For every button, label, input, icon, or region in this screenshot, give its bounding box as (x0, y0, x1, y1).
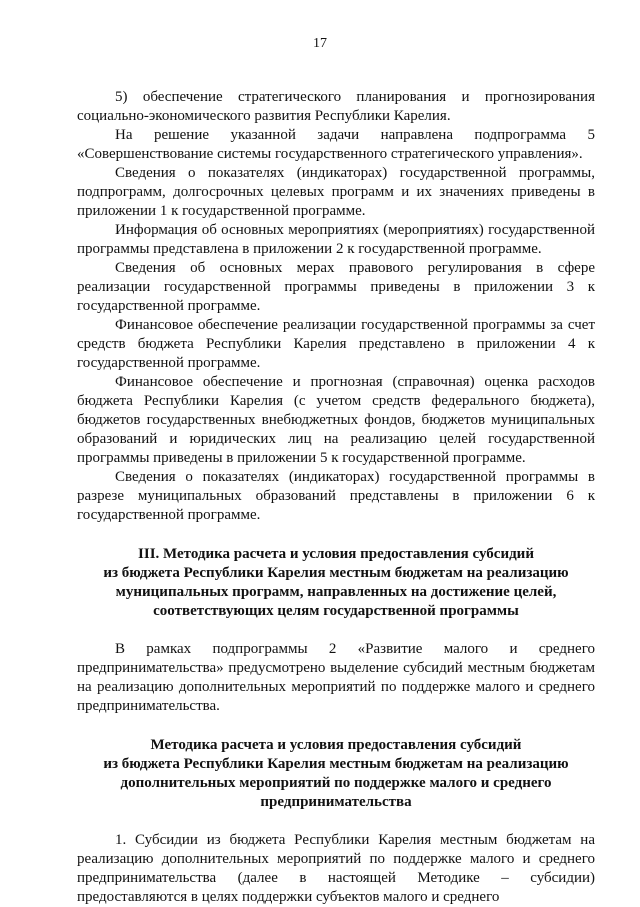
paragraph-subprogram-2: В рамках подпрограммы 2 «Развитие малого и среднего предпринимательства» предусмотрено выделение субсидий местным бюджетам на реализацию дополнительных мероприятий по поддержке малого и среднего предпринимательства. (77, 641, 595, 714)
heading-line: III. Методика расчета и условия предоставления субсидий (138, 546, 534, 562)
heading-line: дополнительных мероприятий по поддержке малого и среднего (120, 775, 552, 791)
paragraph-subsidies-1: 1. Субсидии из бюджета Республики Карелия местным бюджетам на реализацию дополнительных мероприятий по поддержке малого и среднего предпринимательства (далее в настоящей Методике – субсидии) предоставляются в целях поддержки субъектов малого и среднего (77, 832, 595, 905)
paragraph-appendix-4: Финансовое обеспечение реализации государственной программы за счет средств бюджета Республики Карелия представлено в приложении 4 к государственной программе. (77, 317, 595, 371)
section-heading-3 (77, 545, 595, 621)
paragraph-appendix-3: Сведения об основных мерах правового регулирования в сфере реализации государственной программы приведены в приложении 3 к государственной программе. (77, 260, 595, 314)
heading-line: муниципальных программ, направленных на достижение целей, (115, 584, 557, 600)
page-number: 17 (313, 36, 327, 51)
heading-line: из бюджета Республики Карелия местным бюджетам на реализацию (103, 565, 569, 581)
heading-line: соответствующих целям государственной программы (153, 603, 519, 619)
paragraph-subprogram-5: На решение указанной задачи направлена подпрограмма 5 «Совершенствование системы государственного стратегического управления». (77, 127, 595, 162)
paragraph-appendix-5: Финансовое обеспечение и прогнозная (справочная) оценка расходов бюджета Республики Карелия (с учетом средств федерального бюджета), бюджетов государственных внебюджетных фондов, бюджетов муниципальных образований и юридических лиц на реализацию целей государственной программы приведены в приложении 5 к государственной программе. (77, 374, 595, 466)
methodology-heading (77, 736, 595, 812)
heading-line: из бюджета Республики Карелия местным бюджетам на реализацию (103, 756, 569, 772)
paragraph-appendix-2: Информация об основных мероприятиях (мероприятиях) государственной программы представлена в приложении 2 к государственной программе. (77, 222, 595, 257)
paragraph-item-5: 5) обеспечение стратегического планирования и прогнозирования социально-экономического развития Республики Карелия. (77, 89, 595, 124)
heading-line: предпринимательства (260, 794, 412, 810)
paragraph-appendix-6: Сведения о показателях (индикаторах) государственной программы в разрезе муниципальных образований представлены в приложении 6 к государственной программе. (77, 469, 595, 523)
paragraph-appendix-1: Сведения о показателях (индикаторах) государственной программы, подпрограмм, долгосрочных целевых программ и их значениях приведены в приложении 1 к государственной программе. (77, 165, 595, 219)
heading-line: Методика расчета и условия предоставления субсидий (150, 737, 522, 753)
page-content (77, 88, 595, 907)
